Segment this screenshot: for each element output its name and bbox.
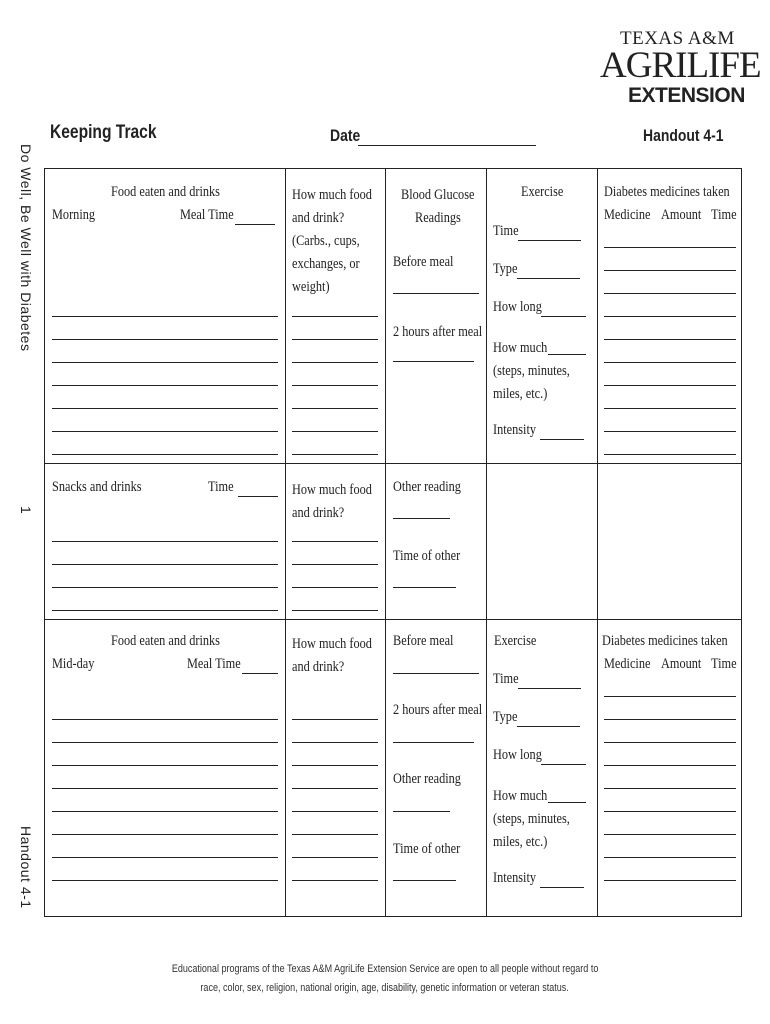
s1-howmuch-l2: and drink? [292, 210, 345, 226]
s3-amount-line[interactable] [292, 719, 378, 720]
s1-bg-title-l1: Blood Glucose [401, 187, 475, 203]
s2-food-line[interactable] [52, 587, 278, 588]
s2-time-line[interactable] [238, 496, 278, 497]
logo-line3: EXTENSION [628, 84, 745, 107]
handout-text: Handout 4-1 [643, 126, 724, 145]
s1-amount-line[interactable] [292, 339, 378, 340]
s2-time-of-other [393, 548, 475, 565]
s3-amount-line[interactable] [292, 857, 378, 858]
s3-other-reading-text: Other reading [393, 771, 461, 787]
s1-food-line[interactable] [52, 408, 278, 409]
s1-food-title-text: Food eaten and drinks [111, 184, 220, 200]
s3-food-line[interactable] [52, 880, 278, 881]
s3-med-line[interactable] [604, 811, 736, 812]
s1-amount-line[interactable] [292, 431, 378, 432]
s3-howmuch-l2: and drink? [292, 659, 345, 675]
s2-howmuch [292, 479, 390, 525]
s3-meal-time-line[interactable] [242, 673, 278, 674]
s3-other-reading-line[interactable] [393, 811, 450, 812]
s3-ex-intensity-line[interactable] [540, 887, 584, 888]
s1-meal-time-line [235, 224, 275, 225]
s1-howmuch-l5: weight) [292, 279, 330, 295]
s3-amount-line[interactable] [292, 765, 378, 766]
s1-ex-howmuch-line[interactable] [548, 354, 586, 355]
s1-meal-time-text: Meal Time [180, 207, 234, 223]
s3-med-line[interactable] [604, 788, 736, 789]
row-divider-2 [44, 619, 742, 620]
s3-food-title-text: Food eaten and drinks [111, 633, 220, 649]
logo-line1: TEXAS A&M [620, 28, 735, 49]
s3-ex-howmuch-line[interactable] [548, 802, 586, 803]
s1-ex-title [521, 184, 573, 201]
s3-food-line[interactable] [52, 811, 278, 812]
s1-amount-line[interactable] [292, 385, 378, 386]
s1-med-title [604, 184, 757, 201]
s3-ex-title-text: Exercise [494, 633, 537, 649]
s3-amount-line[interactable] [292, 880, 378, 881]
s2-amount-line[interactable] [292, 587, 378, 588]
footer-line2: race, color, sex, religion, national origin, age, disability, genetic information or veteran status. [200, 982, 570, 994]
s1-med-line[interactable] [604, 408, 736, 409]
s2-snacks-text: Snacks and drinks [52, 479, 142, 495]
s3-before-meal [393, 633, 467, 650]
s3-other-reading [393, 771, 476, 788]
s3-ex-type-text: Type [493, 709, 518, 725]
logo-line2: AGRILIFE [600, 45, 761, 86]
s2-time-text: Time [208, 479, 234, 495]
s3-food-line[interactable] [52, 834, 278, 835]
s1-ex-howmuch-text: How much [493, 340, 548, 356]
s3-med-line[interactable] [604, 696, 736, 697]
s1-med-col-medicine [604, 207, 661, 224]
s2-time-of-other-text: Time of other [393, 548, 461, 564]
s1-bg-title-l2: Readings [415, 210, 461, 226]
s3-howmuch [292, 633, 390, 679]
s2-other-reading-line[interactable] [393, 518, 450, 519]
side-page-number: 1 [18, 506, 34, 515]
s2-other-reading [393, 479, 476, 496]
s3-ex-howlong-text: How long [493, 747, 542, 763]
side-handout: Handout 4-1 [18, 826, 34, 909]
s1-med-line[interactable] [604, 362, 736, 363]
handout-label [643, 126, 741, 146]
s1-food-line[interactable] [52, 454, 278, 455]
s1-med-col-time [711, 207, 742, 224]
s1-ex-howmuch [493, 337, 587, 406]
s1-before-meal-line[interactable] [393, 293, 479, 294]
s3-time-of-other-line[interactable] [393, 880, 456, 881]
s1-ex-intensity [493, 422, 546, 439]
s2-food-line[interactable] [52, 564, 278, 565]
page-title-text: Keeping Track [50, 122, 157, 143]
s1-food-line[interactable] [52, 339, 278, 340]
s1-ex-steps-l1: (steps, minutes, [493, 363, 570, 379]
s3-before-meal-line[interactable] [393, 673, 479, 674]
s2-food-line[interactable] [52, 541, 278, 542]
page-title [50, 122, 180, 144]
s3-time-of-other [393, 841, 475, 858]
s3-ex-intensity-text: Intensity [493, 870, 537, 886]
s3-ex-howlong-line[interactable] [541, 764, 586, 765]
s3-ex-type-line[interactable] [517, 726, 580, 727]
s1-med-line[interactable] [604, 247, 736, 248]
s3-med-line[interactable] [604, 857, 736, 858]
s3-ex-time-line[interactable] [518, 688, 581, 689]
s3-ex-title [494, 633, 546, 650]
footer-line1: Educational programs of the Texas A&M AgriLife Extension Service are open to all people without regard to [171, 963, 599, 975]
s2-amount-line[interactable] [292, 610, 378, 611]
s3-ex-howmuch-text: How much [493, 788, 548, 804]
s3-ex-type [493, 709, 523, 726]
s3-med-col-medicine [604, 656, 661, 673]
s3-med-title-text: Diabetes medicines taken [602, 633, 728, 649]
s1-ex-time-line[interactable] [518, 240, 581, 241]
s1-ex-type [493, 261, 523, 278]
s1-med-line[interactable] [604, 270, 736, 271]
s3-ex-steps-l1: (steps, minutes, [493, 811, 570, 827]
s2-amount-line[interactable] [292, 541, 378, 542]
s1-med-line[interactable] [604, 339, 736, 340]
s1-ex-type-text: Type [493, 261, 518, 277]
s2-food-line[interactable] [52, 610, 278, 611]
s1-med-col-amount-text: Amount [661, 207, 702, 223]
s2-time-of-other-line[interactable] [393, 587, 456, 588]
s3-meal-label-text: Mid-day [52, 656, 95, 672]
s1-amount-line[interactable] [292, 362, 378, 363]
s1-amount-line[interactable] [292, 454, 378, 455]
s3-med-line[interactable] [604, 719, 736, 720]
s1-howmuch [292, 184, 390, 299]
s3-med-line[interactable] [604, 742, 736, 743]
s1-ex-steps-l2: miles, etc.) [493, 386, 548, 402]
s1-ex-howlong-line[interactable] [541, 316, 586, 317]
s2-howmuch-l1: How much food [292, 482, 372, 498]
s3-amount-line[interactable] [292, 834, 378, 835]
col-divider-3 [486, 168, 487, 917]
s1-med-line[interactable] [604, 293, 736, 294]
s3-med-col-medicine-text: Medicine [604, 656, 651, 672]
s1-bg-title [401, 184, 491, 230]
s1-ex-intensity-line[interactable] [540, 439, 584, 440]
row-divider-1 [44, 463, 742, 464]
s3-food-line[interactable] [52, 742, 278, 743]
s3-food-title [111, 633, 244, 650]
s1-med-col-medicine-text: Medicine [604, 207, 651, 223]
s1-food-line[interactable] [52, 431, 278, 432]
s1-howmuch-l3: (Carbs., cups, [292, 233, 360, 249]
s3-amount-line[interactable] [292, 788, 378, 789]
log-table [44, 168, 742, 917]
s1-food-title [111, 184, 244, 201]
s1-after-meal [393, 324, 502, 341]
s3-meal-label [52, 656, 104, 673]
s1-med-line[interactable] [604, 454, 736, 455]
s3-food-line[interactable] [52, 788, 278, 789]
s1-after-meal-text: 2 hours after meal [393, 324, 483, 340]
col-divider-1 [285, 168, 286, 917]
s1-before-meal [393, 254, 467, 271]
s1-med-line[interactable] [604, 316, 736, 317]
s1-food-line[interactable] [52, 316, 278, 317]
s1-meal-label [52, 207, 105, 224]
s3-after-meal-line[interactable] [393, 742, 474, 743]
s3-med-col-amount [661, 656, 710, 673]
s3-food-line[interactable] [52, 857, 278, 858]
s1-food-line[interactable] [52, 385, 278, 386]
s1-ex-time [493, 223, 524, 240]
s3-ex-time-text: Time [493, 671, 519, 687]
s3-after-meal [393, 702, 502, 719]
s1-howmuch-l4: exchanges, or [292, 256, 360, 272]
s3-med-line[interactable] [604, 765, 736, 766]
s1-ex-howlong-text: How long [493, 299, 542, 315]
s3-med-line[interactable] [604, 834, 736, 835]
s1-food-line[interactable] [52, 362, 278, 363]
date-field [330, 126, 367, 146]
s1-ex-title-text: Exercise [521, 184, 564, 200]
side-title: Do Well, Be Well with Diabetes [18, 144, 34, 352]
s1-med-col-time-text: Time [711, 207, 737, 223]
s1-before-meal-text: Before meal [393, 254, 454, 270]
s1-amount-line[interactable] [292, 316, 378, 317]
s3-before-meal-text: Before meal [393, 633, 454, 649]
s3-after-meal-text: 2 hours after meal [393, 702, 483, 718]
s1-ex-type-line[interactable] [517, 278, 580, 279]
s2-snacks-label [52, 479, 161, 496]
s3-howmuch-l1: How much food [292, 636, 372, 652]
s2-howmuch-l2: and drink? [292, 505, 345, 521]
s1-med-line[interactable] [604, 431, 736, 432]
s3-amount-line[interactable] [292, 742, 378, 743]
s3-med-col-time [711, 656, 742, 673]
s3-food-line[interactable] [52, 719, 278, 720]
s3-food-line[interactable] [52, 765, 278, 766]
s1-meal-time [180, 207, 245, 224]
date-label: Date [330, 126, 361, 145]
footer-note [0, 960, 770, 998]
date-underline [358, 145, 536, 146]
s1-amount-line[interactable] [292, 408, 378, 409]
s3-med-line[interactable] [604, 880, 736, 881]
s3-meal-time [187, 656, 252, 673]
s3-time-of-other-text: Time of other [393, 841, 461, 857]
s2-time-label [208, 479, 239, 496]
s1-ex-time-text: Time [493, 223, 519, 239]
s3-meal-time-text: Meal Time [187, 656, 241, 672]
s1-howmuch-l1: How much food [292, 187, 372, 203]
s3-med-col-time-text: Time [711, 656, 737, 672]
s3-ex-howlong [493, 747, 553, 764]
s3-ex-time [493, 671, 524, 688]
s3-ex-intensity [493, 870, 546, 887]
s3-med-col-amount-text: Amount [661, 656, 702, 672]
s3-ex-howmuch [493, 785, 587, 854]
s3-med-title [602, 633, 755, 650]
s1-med-title-text: Diabetes medicines taken [604, 184, 730, 200]
s1-ex-intensity-text: Intensity [493, 422, 537, 438]
s1-ex-howlong [493, 299, 553, 316]
s1-after-meal-line[interactable] [393, 361, 474, 362]
s1-meal-label-text: Morning [52, 207, 96, 223]
s3-ex-steps-l2: miles, etc.) [493, 834, 548, 850]
s3-amount-line[interactable] [292, 811, 378, 812]
s2-amount-line[interactable] [292, 564, 378, 565]
col-divider-4 [597, 168, 598, 917]
s1-med-line[interactable] [604, 385, 736, 386]
s2-other-reading-text: Other reading [393, 479, 461, 495]
s1-med-col-amount [661, 207, 710, 224]
agrilife-logo [600, 28, 761, 110]
